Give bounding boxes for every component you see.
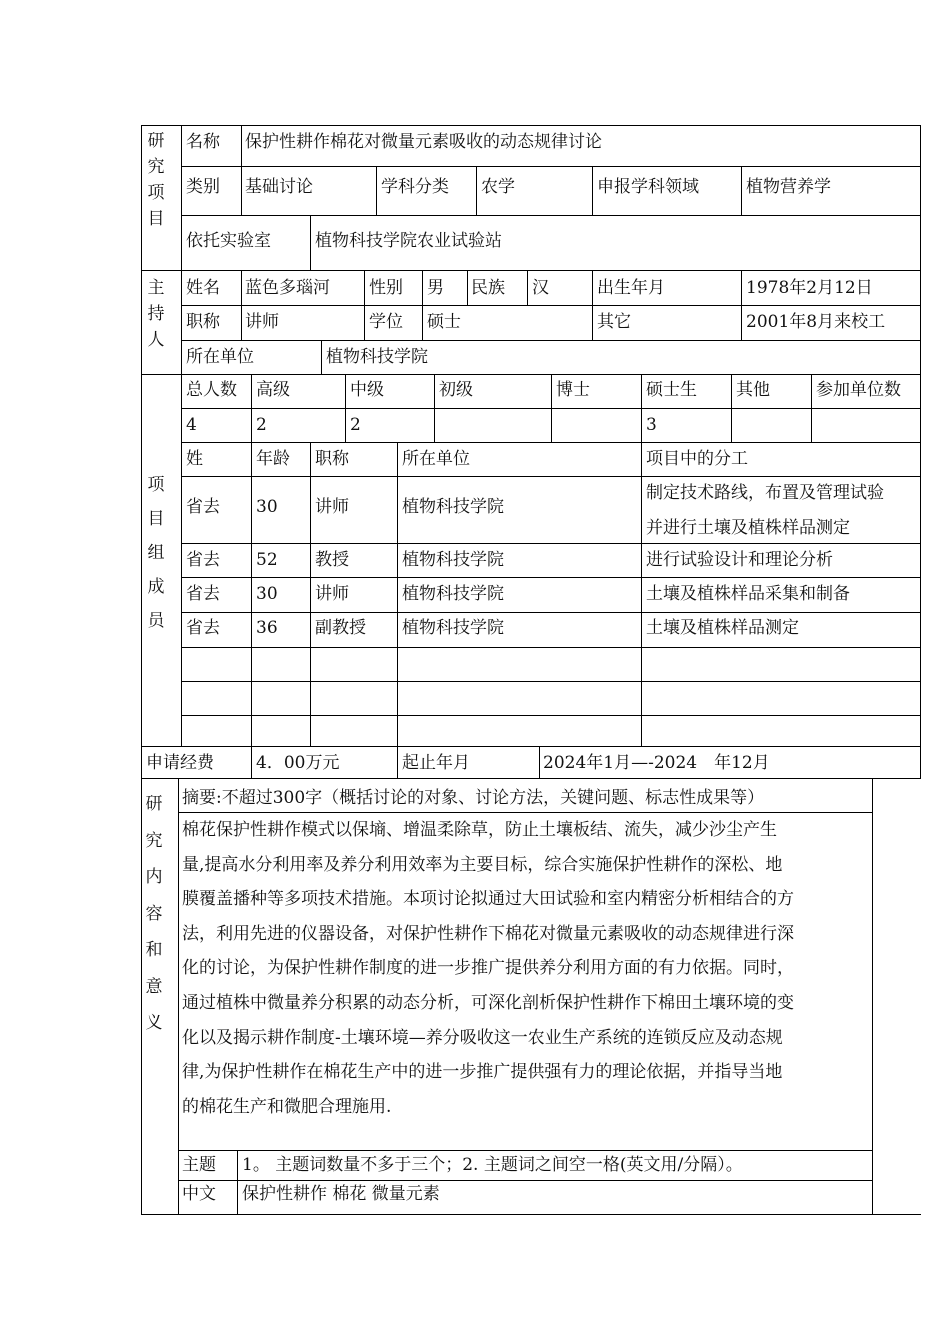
count-header-junior: 初级 — [439, 380, 473, 400]
count-value-senior: 2 — [256, 415, 267, 435]
member-header-title: 职称 — [315, 449, 349, 469]
host-ethnic-value: 汉 — [532, 278, 549, 298]
host-other-value: 2001年8月来校工 — [746, 312, 886, 332]
member-header-name: 姓 — [186, 449, 203, 469]
host-unit-label: 所在单位 — [186, 347, 254, 367]
chinese-keywords-value: 保护性耕作 棉花 微量元素 — [242, 1184, 440, 1204]
member-unit: 植物科技学院 — [402, 497, 504, 517]
host-unit-value: 植物科技学院 — [326, 347, 428, 367]
member-unit: 植物科技学院 — [402, 584, 504, 604]
count-value-total: 4 — [186, 415, 197, 435]
member-title: 讲师 — [315, 584, 349, 604]
member-name: 省去 — [186, 584, 220, 604]
funding-label: 申请经费 — [146, 753, 214, 773]
member-role: 进行试验设计和理论分析 — [646, 550, 833, 570]
project-name-label: 名称 — [186, 132, 220, 152]
abstract-line: 棉花保护性耕作模式以保墒、增温柔除草，防止土壤板结、流失，减少沙尘产生 — [182, 820, 777, 840]
chinese-keywords-label: 中文 — [182, 1184, 216, 1204]
abstract-line: 化的讨论，为保护性耕作制度的进一步推广提供养分利用方面的有力依据。同时， — [182, 958, 794, 979]
abstract-line: 量,提高水分利用率及养分利用效率为主要目标，综合实施保护性耕作的深松、地 — [182, 854, 783, 875]
funding-amount: 4．00万元 — [256, 753, 340, 773]
count-header-master: 硕士生 — [646, 380, 697, 400]
member-title: 教授 — [315, 550, 349, 570]
funding-period-label: 起止年月 — [402, 753, 470, 773]
host-name-value: 蓝色多瑙河 — [245, 278, 330, 298]
member-header-age: 年龄 — [256, 449, 290, 469]
member-role: 土壤及植株样品采集和制备 — [646, 584, 850, 604]
member-name: 省去 — [186, 497, 220, 517]
count-header-other: 其他 — [736, 380, 770, 400]
member-header-role: 项目中的分工 — [646, 449, 748, 469]
research-side-label: 研究内容和意义 — [145, 794, 163, 1033]
project-category-label: 类别 — [186, 177, 220, 197]
member-name: 省去 — [186, 618, 220, 638]
member-role-cont: 并进行土壤及植株样品测定 — [646, 518, 850, 538]
member-age: 36 — [256, 618, 278, 638]
count-header-middle: 中级 — [350, 380, 384, 400]
abstract-line: 通过植株中微量养分积累的动态分析，可深化剖析保护性耕作下棉田土壤环境的变 — [182, 992, 794, 1013]
keywords-label: 主题 — [182, 1155, 216, 1175]
project-name-value: 保护性耕作棉花对微量元素吸收的动态规律讨论 — [245, 132, 602, 152]
host-degree-label: 学位 — [369, 312, 403, 332]
member-age: 52 — [256, 550, 278, 570]
host-name-label: 姓名 — [186, 278, 220, 298]
count-header-units: 参加单位数 — [816, 380, 901, 400]
abstract-body — [182, 813, 872, 1124]
count-value-middle: 2 — [350, 415, 361, 435]
abstract-header: 摘要:不超过300字（概括讨论的对象、讨论方法，关键问题、标志性成果等） — [182, 788, 765, 808]
project-category-value: 基础讨论 — [245, 177, 313, 197]
host-title-label: 职称 — [186, 312, 220, 332]
member-age: 30 — [256, 584, 278, 604]
funding-period-value: 2024年1月—-2024 年12月 — [543, 753, 770, 773]
member-age: 30 — [256, 497, 278, 517]
member-unit: 植物科技学院 — [402, 618, 504, 638]
count-header-total: 总人数 — [186, 380, 237, 400]
team-side-label: 项目组成员 — [147, 475, 165, 631]
member-name: 省去 — [186, 550, 220, 570]
host-title-value: 讲师 — [245, 312, 279, 332]
count-header-phd: 博士 — [556, 380, 590, 400]
abstract-line: 法，利用先进的仪器设备，对保护性耕作下棉花对微量元素吸收的动态规律进行深 — [182, 923, 794, 944]
member-role: 土壤及植株样品测定 — [646, 618, 799, 638]
project-side-label: 研究项目 — [147, 131, 165, 229]
count-value-master: 3 — [646, 415, 657, 435]
project-field-label: 申报学科领域 — [597, 177, 699, 197]
abstract-line: 化以及揭示耕作制度-土壤环境—养分吸收这一农业生产系统的连锁反应及动态规 — [182, 1027, 783, 1048]
count-header-senior: 高级 — [256, 380, 290, 400]
host-ethnic-label: 民族 — [471, 278, 505, 298]
project-field-value: 植物营养学 — [746, 177, 831, 197]
abstract-line: 的棉花生产和微肥合理施用. — [182, 1096, 392, 1117]
host-other-label: 其它 — [597, 312, 631, 332]
host-birth-label: 出生年月 — [597, 278, 665, 298]
project-lab-label: 依托实验室 — [186, 231, 271, 251]
project-lab-value: 植物科技学院农业试验站 — [315, 231, 502, 251]
host-gender-value: 男 — [427, 278, 444, 298]
project-discipline-label: 学科分类 — [381, 177, 449, 197]
member-role: 制定技术路线，布置及管理试验 — [646, 483, 884, 503]
member-unit: 植物科技学院 — [402, 550, 504, 570]
host-gender-label: 性别 — [369, 278, 403, 298]
member-header-unit: 所在单位 — [402, 449, 470, 469]
keywords-note: 1。 主题词数量不多于三个；2. 主题词之间空一格(英文用/分隔）。 — [242, 1155, 743, 1175]
member-title: 副教授 — [315, 618, 366, 638]
host-degree-value: 硕士 — [427, 312, 461, 332]
host-side-label: 主持人 — [147, 278, 165, 350]
host-birth-value: 1978年2月12日 — [746, 278, 873, 298]
abstract-line: 律,为保护性耕作在棉花生产中的进一步推广提供强有力的理论依据，并指导当地 — [182, 1062, 783, 1083]
member-title: 讲师 — [315, 497, 349, 517]
project-discipline-value: 农学 — [481, 177, 515, 197]
abstract-line: 膜覆盖播种等多项技术措施。本项讨论拟通过大田试验和室内精密分析相结合的方 — [182, 889, 794, 910]
